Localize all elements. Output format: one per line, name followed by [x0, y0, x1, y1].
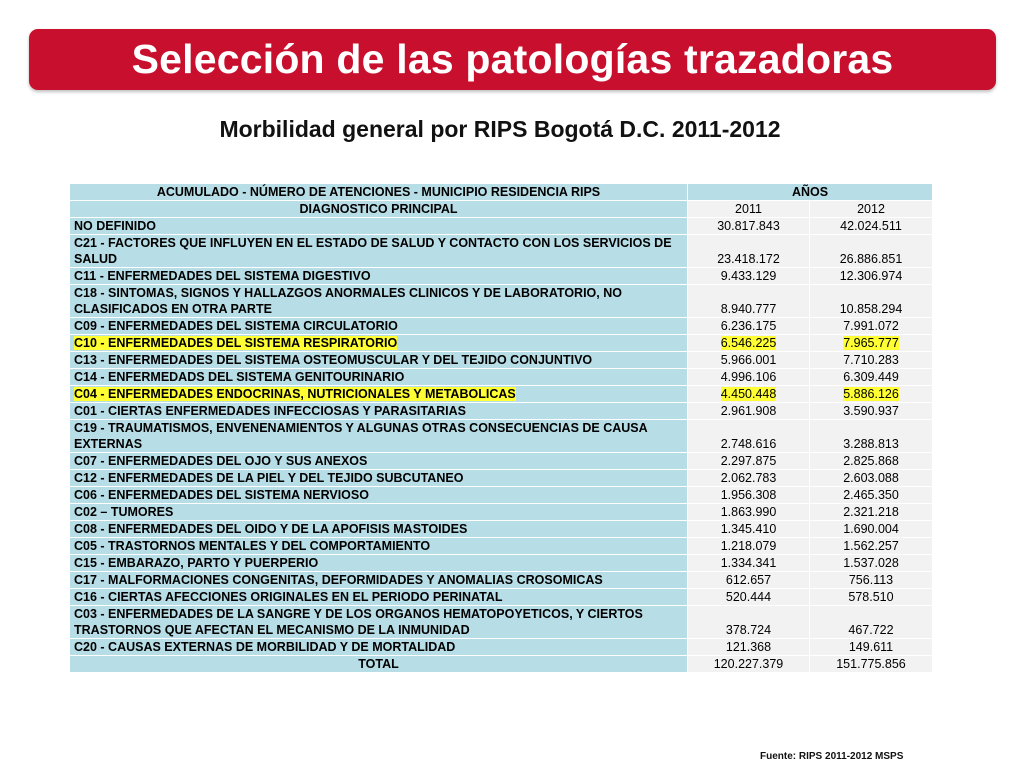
row-value-2012-cell — [810, 403, 933, 420]
row-value-2011-cell — [688, 268, 810, 285]
table-row — [70, 453, 933, 470]
row-diagnosis-label: C12 - ENFERMEDADES DE LA PIEL Y DEL TEJIDO SUBCUTANEO — [74, 471, 464, 485]
table-row — [70, 318, 933, 335]
row-diagnosis-label-cell — [70, 420, 688, 453]
row-value-2011: 520.444 — [725, 590, 772, 604]
row-value-2012-cell — [810, 218, 933, 235]
total-label: TOTAL — [70, 656, 688, 673]
row-value-2011: 6.236.175 — [720, 319, 777, 333]
total-2012: 151.775.856 — [810, 656, 933, 673]
table-row — [70, 555, 933, 572]
row-value-2011: 1.863.990 — [720, 505, 777, 519]
row-value-2011: 1.956.308 — [720, 488, 777, 502]
row-value-2012-cell — [810, 335, 933, 352]
row-value-2011-cell — [688, 352, 810, 369]
row-diagnosis-label-cell — [70, 538, 688, 555]
row-value-2012: 42.024.511 — [840, 219, 902, 233]
table-row — [70, 268, 933, 285]
row-diagnosis-label: C14 - ENFERMEDADS DEL SISTEMA GENITOURINARIO — [74, 370, 405, 384]
header-year-2011: 2011 — [688, 201, 810, 218]
row-diagnosis-label-cell — [70, 318, 688, 335]
row-diagnosis-label-cell — [70, 235, 688, 268]
row-diagnosis-label-cell — [70, 572, 688, 589]
row-value-2011: 2.297.875 — [720, 454, 777, 468]
row-value-2011: 612.657 — [725, 573, 772, 587]
morbidity-table — [69, 183, 933, 673]
row-diagnosis-label: C06 - ENFERMEDADES DEL SISTEMA NERVIOSO — [74, 488, 369, 502]
row-value-2012-cell — [810, 285, 933, 318]
table-row — [70, 538, 933, 555]
row-value-2011: 1.334.341 — [720, 556, 777, 570]
row-diagnosis-label-cell — [70, 504, 688, 521]
row-diagnosis-label-cell — [70, 218, 688, 235]
table-row — [70, 639, 933, 656]
row-value-2012: 10.858.294 — [839, 302, 903, 316]
row-diagnosis-label-cell — [70, 639, 688, 656]
table-row — [70, 285, 933, 318]
table-body — [70, 218, 933, 656]
row-diagnosis-label: C10 - ENFERMEDADES DEL SISTEMA RESPIRATORIO — [74, 336, 398, 350]
row-value-2012: 2.603.088 — [843, 471, 899, 485]
row-value-2011-cell — [688, 285, 810, 318]
row-value-2011: 6.546.225 — [720, 336, 777, 350]
row-diagnosis-label-cell — [70, 268, 688, 285]
row-value-2012: 12.306.974 — [839, 269, 903, 283]
row-value-2011-cell — [688, 235, 810, 268]
total-2011: 120.227.379 — [688, 656, 810, 673]
row-value-2012: 2.825.868 — [843, 454, 899, 468]
row-value-2011: 378.724 — [725, 623, 772, 637]
row-value-2012: 26.886.851 — [839, 252, 903, 266]
title-banner — [29, 29, 996, 90]
row-diagnosis-label-cell — [70, 487, 688, 504]
row-value-2011-cell — [688, 538, 810, 555]
table-row — [70, 572, 933, 589]
table-row — [70, 369, 933, 386]
row-value-2011-cell — [688, 572, 810, 589]
table-row — [70, 218, 933, 235]
row-value-2012-cell — [810, 606, 933, 639]
row-value-2012-cell — [810, 521, 933, 538]
row-value-2011-cell — [688, 218, 810, 235]
row-diagnosis-label-cell — [70, 521, 688, 538]
row-value-2012: 2.321.218 — [843, 505, 899, 519]
header-years: AÑOS — [688, 184, 933, 201]
row-diagnosis-label-cell — [70, 555, 688, 572]
row-value-2012-cell — [810, 487, 933, 504]
row-value-2011: 5.966.001 — [720, 353, 777, 367]
table-row — [70, 487, 933, 504]
row-value-2012: 3.288.813 — [843, 437, 899, 451]
row-diagnosis-label: C01 - CIERTAS ENFERMEDADES INFECCIOSAS Y PARASITARIAS — [74, 404, 466, 418]
table-header-row — [70, 184, 933, 201]
row-diagnosis-label: C15 - EMBARAZO, PARTO Y PUERPERIO — [74, 556, 319, 570]
row-value-2012-cell — [810, 235, 933, 268]
row-value-2011-cell — [688, 386, 810, 403]
row-diagnosis-label: C03 - ENFERMEDADES DE LA SANGRE Y DE LOS ORGANOS HEMATOPOYETICOS, Y CIERTOS TRASTORNOS QUE AFECTAN EL MECANISMO DE LA INMUNIDAD — [74, 607, 643, 637]
row-value-2011-cell — [688, 318, 810, 335]
row-value-2012-cell — [810, 352, 933, 369]
row-value-2011-cell — [688, 555, 810, 572]
slide-title: Selección de las patologías trazadoras — [131, 36, 894, 82]
table-row — [70, 589, 933, 606]
row-value-2012: 1.690.004 — [843, 522, 899, 536]
row-diagnosis-label: C07 - ENFERMEDADES DEL OJO Y SUS ANEXOS — [74, 454, 368, 468]
row-value-2012-cell — [810, 572, 933, 589]
row-value-2011-cell — [688, 453, 810, 470]
row-value-2011-cell — [688, 470, 810, 487]
table-row — [70, 504, 933, 521]
table-row — [70, 403, 933, 420]
row-value-2012: 7.710.283 — [843, 353, 899, 367]
row-value-2011-cell — [688, 504, 810, 521]
row-value-2012-cell — [810, 555, 933, 572]
table-row — [70, 606, 933, 639]
row-value-2011-cell — [688, 403, 810, 420]
row-diagnosis-label: C21 - FACTORES QUE INFLUYEN EN EL ESTADO DE SALUD Y CONTACTO CON LOS SERVICIOS DE SALUD — [74, 236, 672, 266]
row-diagnosis-label: C16 - CIERTAS AFECCIONES ORIGINALES EN EL PERIODO PERINATAL — [74, 590, 503, 604]
row-value-2011: 30.817.843 — [717, 219, 780, 233]
row-diagnosis-label-cell — [70, 369, 688, 386]
row-value-2012-cell — [810, 504, 933, 521]
header-main: ACUMULADO - NÚMERO DE ATENCIONES - MUNICIPIO RESIDENCIA RIPS — [70, 184, 688, 201]
row-value-2012: 756.113 — [848, 573, 894, 587]
row-diagnosis-label: C04 - ENFERMEDADES ENDOCRINAS, NUTRICIONALES Y METABOLICAS — [74, 387, 516, 401]
row-diagnosis-label-cell — [70, 386, 688, 403]
row-value-2011: 4.996.106 — [720, 370, 777, 384]
row-value-2011-cell — [688, 369, 810, 386]
row-diagnosis-label: C13 - ENFERMEDADES DEL SISTEMA OSTEOMUSCULAR Y DEL TEJIDO CONJUNTIVO — [74, 353, 593, 367]
row-diagnosis-label: C20 - CAUSAS EXTERNAS DE MORBILIDAD Y DE MORTALIDAD — [74, 640, 456, 654]
table-row — [70, 386, 933, 403]
row-value-2011-cell — [688, 335, 810, 352]
row-value-2012-cell — [810, 420, 933, 453]
row-value-2011: 4.450.448 — [720, 387, 777, 401]
row-value-2012-cell — [810, 386, 933, 403]
row-value-2012: 467.722 — [848, 623, 894, 637]
table-row — [70, 235, 933, 268]
row-value-2011-cell — [688, 521, 810, 538]
row-value-2012-cell — [810, 470, 933, 487]
row-diagnosis-label: C18 - SINTOMAS, SIGNOS Y HALLAZGOS ANORMALES CLINICOS Y DE LABORATORIO, NO CLASIFICADOS EN OTRA PARTE — [74, 286, 622, 316]
row-value-2012: 1.562.257 — [843, 539, 899, 553]
row-value-2011-cell — [688, 639, 810, 656]
row-diagnosis-label: C19 - TRAUMATISMOS, ENVENENAMIENTOS Y ALGUNAS OTRAS CONSECUENCIAS DE CAUSA EXTERNAS — [74, 421, 648, 451]
source-note: Fuente: RIPS 2011-2012 MSPS — [760, 751, 904, 762]
table-subheader-row — [70, 201, 933, 218]
row-diagnosis-label: C11 - ENFERMEDADES DEL SISTEMA DIGESTIVO — [74, 269, 371, 283]
row-value-2011: 1.345.410 — [720, 522, 777, 536]
row-diagnosis-label-cell — [70, 352, 688, 369]
row-diagnosis-label-cell — [70, 403, 688, 420]
row-value-2011: 2.961.908 — [720, 404, 777, 418]
row-value-2011: 1.218.079 — [720, 539, 777, 553]
row-value-2012: 7.991.072 — [843, 319, 899, 333]
row-diagnosis-label: C02 – TUMORES — [74, 505, 174, 519]
row-diagnosis-label-cell — [70, 606, 688, 639]
row-value-2012-cell — [810, 639, 933, 656]
row-value-2012-cell — [810, 318, 933, 335]
row-value-2012: 7.965.777 — [843, 336, 899, 350]
row-diagnosis-label: C17 - MALFORMACIONES CONGENITAS, DEFORMIDADES Y ANOMALIAS CROSOMICAS — [74, 573, 603, 587]
table-row — [70, 352, 933, 369]
table-row — [70, 420, 933, 453]
row-diagnosis-label-cell — [70, 285, 688, 318]
slide-subtitle: Morbilidad general por RIPS Bogotá D.C. 2011-2012 — [219, 116, 781, 142]
row-value-2011-cell — [688, 487, 810, 504]
row-value-2011: 2.062.783 — [720, 471, 777, 485]
header-year-2012: 2012 — [810, 201, 933, 218]
row-diagnosis-label-cell — [70, 335, 688, 352]
row-diagnosis-label: NO DEFINIDO — [74, 219, 156, 233]
row-value-2012: 3.590.937 — [843, 404, 899, 418]
row-value-2011: 9.433.129 — [720, 269, 777, 283]
table-row — [70, 521, 933, 538]
total-row — [70, 656, 933, 673]
row-value-2011-cell — [688, 606, 810, 639]
row-value-2012-cell — [810, 268, 933, 285]
row-value-2012: 5.886.126 — [843, 387, 899, 401]
row-value-2012-cell — [810, 538, 933, 555]
row-value-2012: 2.465.350 — [843, 488, 899, 502]
row-value-2011-cell — [688, 589, 810, 606]
row-value-2012-cell — [810, 589, 933, 606]
row-diagnosis-label-cell — [70, 453, 688, 470]
row-diagnosis-label-cell — [70, 470, 688, 487]
row-value-2012-cell — [810, 369, 933, 386]
row-value-2012: 6.309.449 — [843, 370, 899, 384]
row-diagnosis-label: C08 - ENFERMEDADES DEL OIDO Y DE LA APOFISIS MASTOIDES — [74, 522, 468, 536]
header-diagnosis: DIAGNOSTICO PRINCIPAL — [70, 201, 688, 218]
table-row — [70, 335, 933, 352]
row-value-2012-cell — [810, 453, 933, 470]
table-row — [70, 470, 933, 487]
row-value-2012: 149.611 — [848, 640, 894, 654]
row-value-2012: 578.510 — [848, 590, 894, 604]
row-value-2011-cell — [688, 420, 810, 453]
row-value-2011: 121.368 — [725, 640, 772, 654]
row-diagnosis-label: C05 - TRASTORNOS MENTALES Y DEL COMPORTAMIENTO — [74, 539, 431, 553]
row-diagnosis-label-cell — [70, 589, 688, 606]
row-value-2012: 1.537.028 — [843, 556, 899, 570]
row-diagnosis-label: C09 - ENFERMEDADES DEL SISTEMA CIRCULATORIO — [74, 319, 398, 333]
row-value-2011: 2.748.616 — [720, 437, 777, 451]
row-value-2011: 23.418.172 — [717, 252, 780, 266]
row-value-2011: 8.940.777 — [720, 302, 777, 316]
